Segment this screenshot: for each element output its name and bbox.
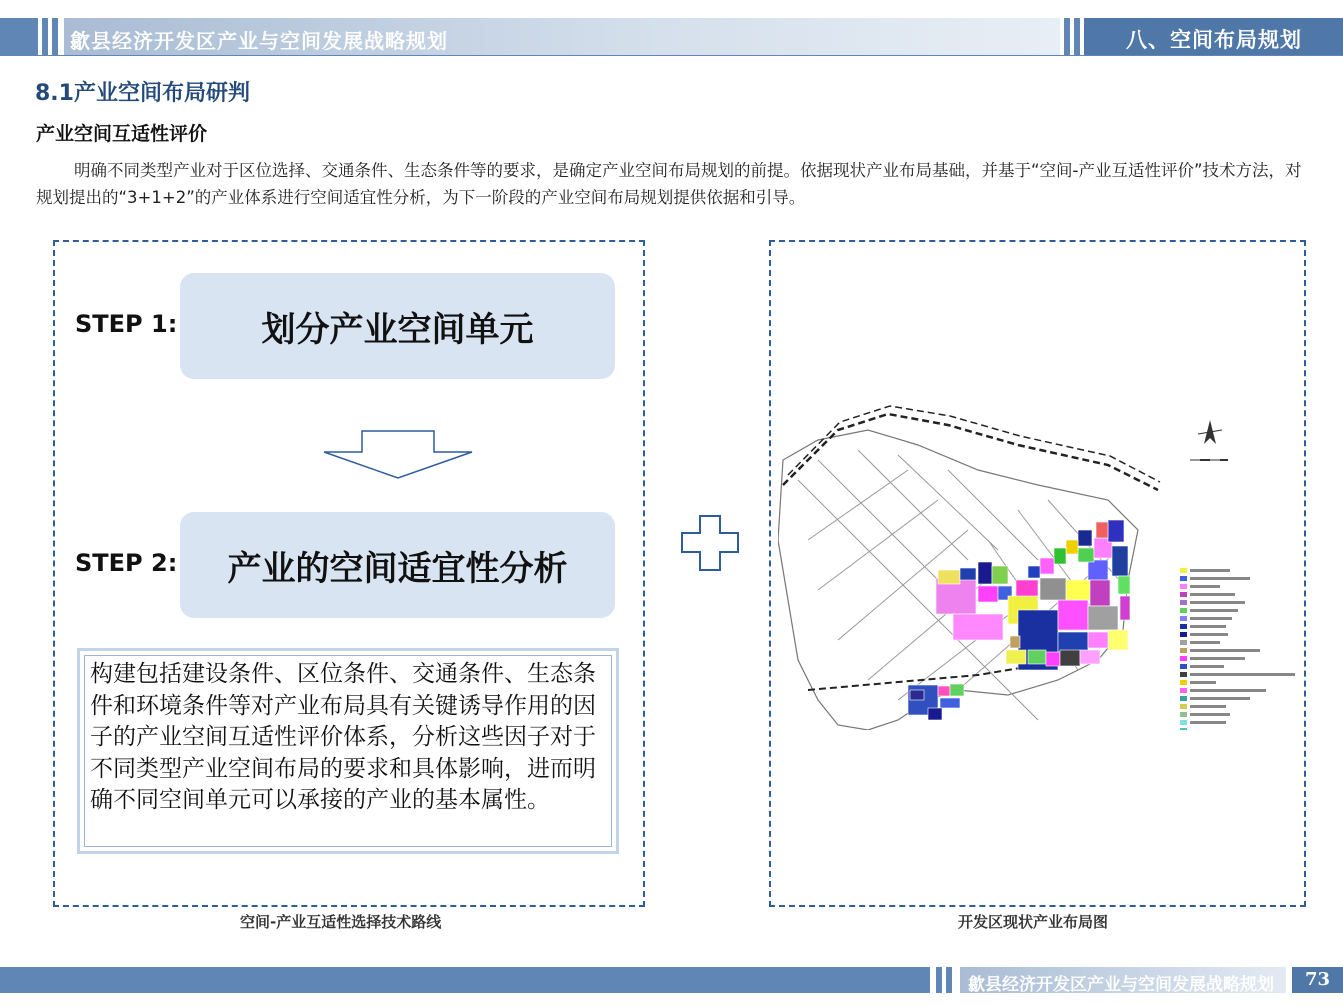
footer-title: 歙县经济开发区产业与空间发展战略规划 — [968, 975, 1274, 995]
footer-bar — [0, 967, 930, 993]
page-heading: 8.1产业空间布局研判 — [35, 81, 250, 106]
description-box — [77, 648, 619, 854]
header-line — [0, 55, 1343, 56]
plus-icon — [680, 514, 740, 572]
page-footer — [0, 967, 1343, 993]
footer-stripe — [936, 967, 942, 993]
north-arrow-icon — [1190, 420, 1228, 460]
sub-heading: 产业空间互适性评价 — [36, 123, 208, 145]
page-header — [0, 18, 1343, 56]
step-2-label: STEP 2: — [75, 549, 178, 577]
industry-layout-map — [778, 400, 1303, 730]
left-caption: 空间-产业互适性选择技术路线 — [240, 913, 442, 931]
intro-paragraph: 明确不同类型产业对于区位选择、交通条件、生态条件等的要求，是确定产业空间布局规划的前提。依据现状产业布局基础，并基于“空间-产业互适性评价”技术方法，对规划提出的“3+1+2”的产业体系进行空间适宜性分析，为下一阶段的产业空间布局规划提供依据和引导。 — [36, 161, 1302, 207]
section-title: 八、空间布局规划 — [1126, 28, 1302, 52]
description-text: 构建包括建设条件、区位条件、交通条件、生态条件和环境条件等对产业布局具有关键诱导作用的因子的产业空间互适性评价体系，分析这些因子对于不同类型产业空间布局的要求和具体影响，进而明确不同空间单元可以承接的产业的基本属性。 — [90, 661, 596, 813]
header-accent-stripe — [42, 18, 48, 56]
header-title: 歙县经济开发区产业与空间发展战略规划 — [70, 29, 448, 53]
page-number: 73 — [1292, 967, 1343, 993]
right-caption: 开发区现状产业布局图 — [958, 913, 1109, 931]
header-accent-stripe — [52, 18, 58, 56]
footer-stripe — [946, 967, 952, 993]
step-1-label: STEP 1: — [75, 310, 178, 338]
header-accent-block — [0, 18, 38, 56]
step-1-box: 划分产业空间单元 — [180, 273, 615, 379]
header-accent-stripe — [1074, 18, 1080, 56]
down-arrow-icon — [322, 430, 474, 480]
header-accent-stripe — [1064, 18, 1070, 56]
step-2-box: 产业的空间适宜性分析 — [180, 512, 615, 618]
